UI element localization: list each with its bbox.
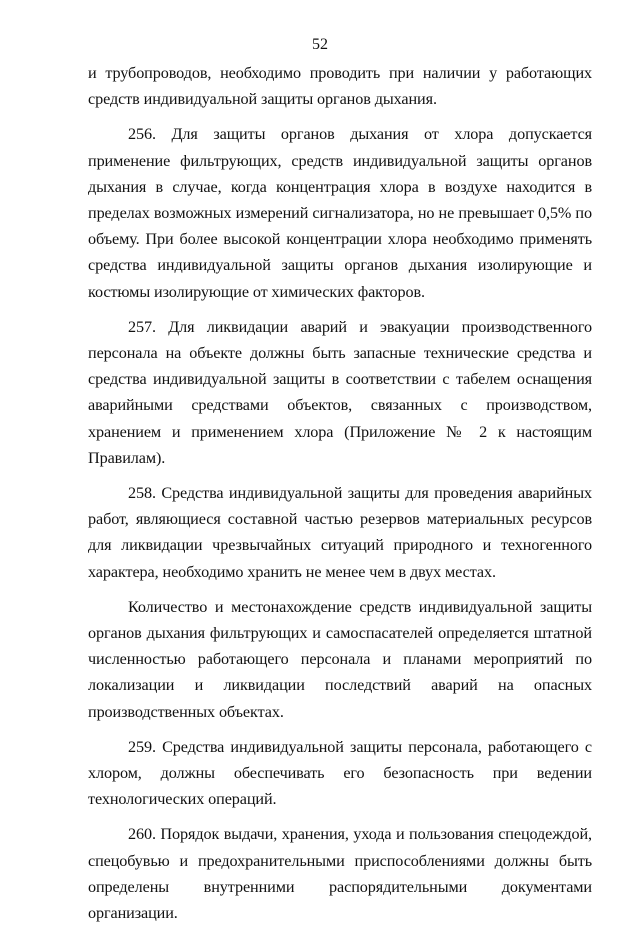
paragraph-259: 259. Средства индивидуальной защиты персонала, работающего с хлором, должны обеспечивать его безопасность при ведении технологических операций. [88,737,592,809]
page-number: 52 [312,36,328,53]
paragraph-258: 258. Средства индивидуальной защиты для проведения аварийных работ, являющиеся составной частью резервов материальных ресурсов для ликвидации чрезвычайных ситуаций природного и техногенного характера, необходимо хранить не менее чем в двух местах. [88,484,592,581]
paragraph-257: 257. Для ликвидации аварий и эвакуации производственного персонала на объекте должны быть запасные технические средства и средства индивидуальной защиты в соответствии с табелем оснащения аварийными средствами объектов, связанных с производством, хранением и применением хлора (Приложение № 2 к настоящим Правилам). [88,317,592,467]
document-body [88,60,592,926]
paragraph-continuation: и трубопроводов, необходимо проводить при наличии у работающих средств индивидуальной защиты органов дыхания. [88,64,592,109]
paragraph-260: 260. Порядок выдачи, хранения, ухода и пользования спецодеждой, спецобувью и предохранительными приспособлениями должны быть определены внутренними распорядительными документами организации. [88,825,592,923]
paragraph-258-continued: Количество и местонахождение средств индивидуальной защиты органов дыхания фильтрующих и самоспасателей определяется штатной численностью работающего персонала и планами мероприятий по локализации и ликвидации последствий аварий на опасных производственных объектах. [88,597,592,721]
paragraph-256: 256. Для защиты органов дыхания от хлора допускается применение фильтрующих, средств индивидуальной защиты органов дыхания в случае, когда концентрация хлора в воздухе находится в пределах возможных измерений сигнализатора, но не превышает 0,5% по объему. При более высокой концентрации хлора необходимо применять средства индивидуальной защиты органов дыхания изолирующие и костюмы изолирующие от химических факторов. [88,125,592,301]
